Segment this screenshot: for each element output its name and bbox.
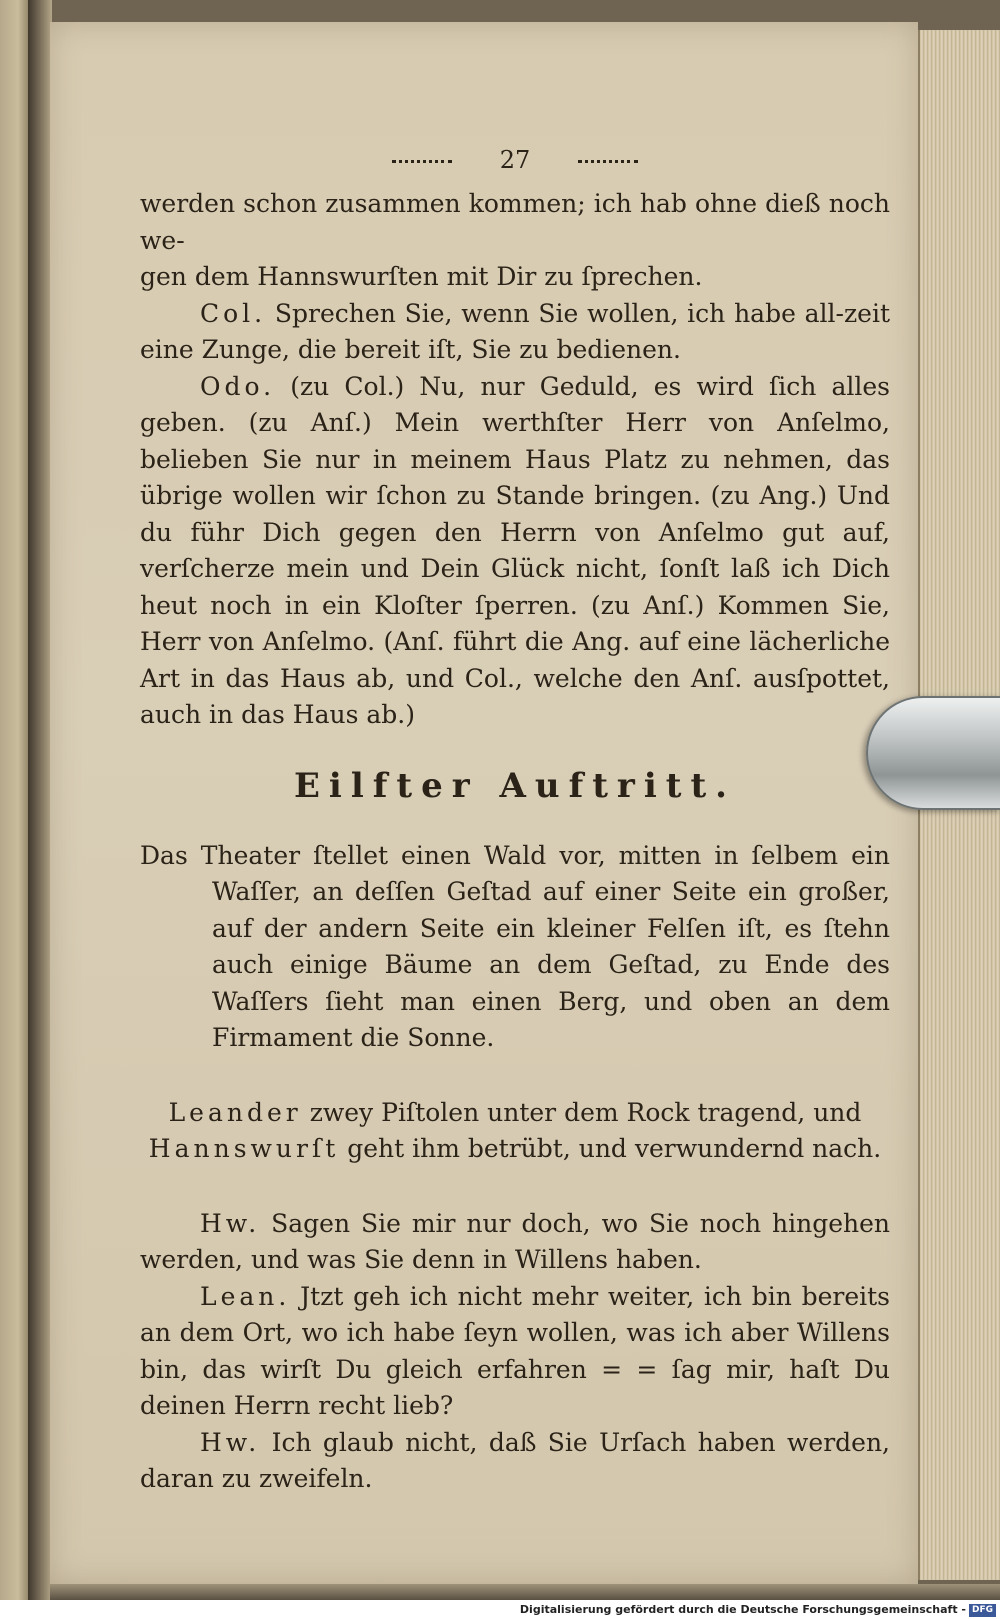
book-gutter: [28, 0, 52, 1600]
book-bottom-edge: [50, 1584, 1000, 1600]
page-header: [140, 140, 890, 180]
dialogue-hw: [140, 1425, 890, 1498]
header-ornament-left: [392, 160, 452, 163]
dialogue-text: Jtzt geh ich nicht mehr weiter, ich bin bereits an dem Ort, wo ich habe ſeyn wollen, was ich aber Willens bin, das wirſt Du gleich erfahren = = ſag mir, haſt Du deinen Herrn recht lieb?: [140, 1281, 891, 1420]
speaker-name: Hw.: [200, 1427, 261, 1457]
speaker-name: Col.: [200, 298, 267, 328]
dialogue-text: Ich glaub nicht, daß Sie Urſach haben werden, daran zu zweifeln.: [140, 1427, 890, 1493]
left-page-edge: [0, 0, 30, 1600]
text-line: gen dem Hannswurſten mit Dir zu ſprechen.: [140, 262, 703, 291]
speaker-name: Leander: [168, 1097, 302, 1127]
dialogue-text: Sprechen Sie, wenn Sie wollen, ich habe all-zeit eine Zunge, die bereit iſt, Sie zu bedienen.: [140, 298, 891, 364]
digitization-footer: [0, 1600, 1000, 1619]
dialogue-odo: [140, 369, 890, 734]
dialogue-hw: [140, 1206, 890, 1279]
dialogue-text: (zu Col.) Nu, nur Geduld, es wird ſich alles geben. (zu Anſ.) Mein werthſter Herr von Anſelmo, belieben Sie nur in meinem Haus Platz zu nehmen, das übrige wollen wir ſchon zu Stande bringen. (zu Ang.) Und du führ Dich gegen den Herrn von Anſelmo gut auf, verſcherze mein und Dein Glück nicht, ſonſt laß ich Dich heut noch in ein Kloſter ſperren. (zu Anſ.) Kommen Sie, Herr von Anſelmo. (Anſ. führt die Ang. auf eine lächerliche Art in das Haus ab, und Col., welche den Anſ. ausſpottet, auch in das Haus ab.): [140, 371, 891, 729]
footer-credit: Digitalisierung gefördert durch die Deutsche Forschungsgemeinschaft -: [519, 1603, 966, 1616]
speaker-name: Hannswurſt: [148, 1134, 340, 1163]
dialogue-col: [140, 296, 890, 369]
speaker-name: Odo.: [200, 371, 276, 401]
stage-direction: Das Theater ſtellet einen Wald vor, mitten in ſelbem ein Waſſer, an deſſen Geſtad auf einer Seite ein großer, auf der andern Seite ein kleiner Felſen iſt, es ſtehn auch einige Bäume an dem Geſtad, zu Ende des Waſſers ſieht man einen Berg, und oben an dem Firmament die Sonne.: [140, 840, 890, 1052]
dfg-logo: DFG: [969, 1604, 996, 1617]
dialogue-text: Sagen Sie mir nur doch, wo Sie noch hingehen werden, und was Sie denn in Willens haben.: [140, 1208, 890, 1274]
scene-heading: Eilfter Auftritt.: [294, 765, 736, 806]
speaker-name: Hw.: [200, 1208, 261, 1238]
persons-text: zwey Piſtolen unter dem Rock tragend, und: [309, 1097, 862, 1127]
text-line: werden schon zusammen kommen; ich hab ohne dieß noch we-: [140, 189, 890, 255]
header-ornament-right: [578, 160, 638, 163]
page-number: 27: [499, 146, 531, 174]
persons-note: [140, 1095, 890, 1168]
dialogue-lean: [140, 1279, 890, 1425]
persons-text: geht ihm betrübt, und verwundernd nach.: [347, 1134, 882, 1163]
page-text: [140, 140, 890, 1498]
speaker-name: Lean.: [200, 1281, 291, 1311]
